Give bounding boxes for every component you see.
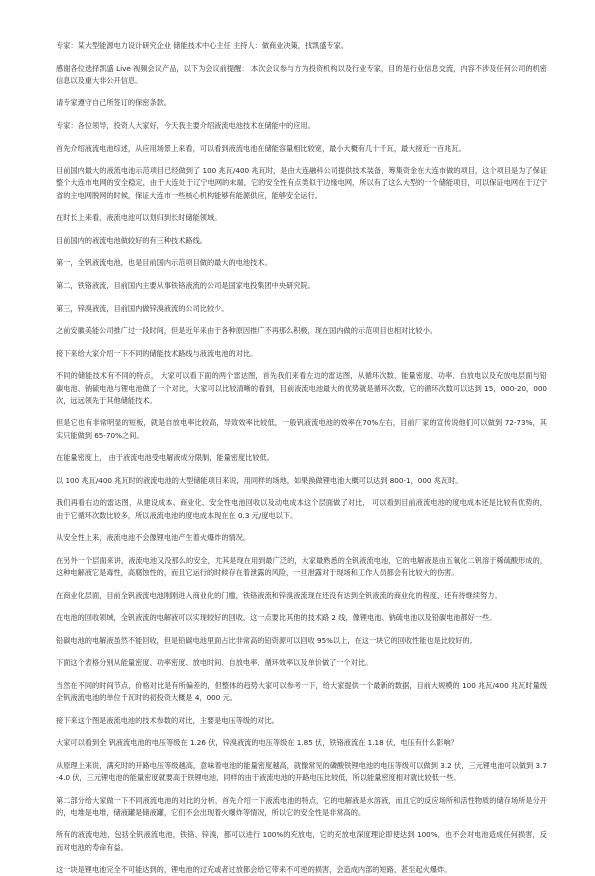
paragraph-9: 第一，全钒液流电池，也是目前国内示范项目做的最大的电池技术。: [56, 258, 272, 268]
paragraph-8: 目前国内的液流电池做较好的有三种技术路线。: [56, 235, 207, 245]
paragraph-3: 请专家遵守自己所签订的保密条款。: [56, 98, 172, 108]
paragraph-26: 接下来这个图是液流电池的技术参数的对比，主要是电压等级的对比。: [56, 715, 279, 725]
paragraph-18: 我们再看右边的雷达图，从建设成本、商业化、安全性电池回收以及动电成本这个层面做了对比， 可以看到目前液流电池的度电成本还是比较有优势的，由于它循环次数比较多，所以液流电池的度电成本现在在 0.3 元/度电以下。: [56, 498, 547, 520]
paragraph-23: 铅碳电池的电解液虽然不能回收，但是铅碳电池里面占比非常高的铅资源可以回收 95%以上，在这一块它的回收性能也是比较好的。: [56, 635, 477, 645]
paragraph-29: 第二部分给大家做一下不同液流电池的对比的分析，首先介绍一下液流电池的特点，它的电解液是水溶液，而且它的反应场所和活性物质的储存场所是分开的，电堆是电堆，储液罐是储液罐，它们不会出现着火爆炸等情况，所以它的安全性是非常高的。: [56, 795, 547, 817]
paragraph-19: 从安全性上来，液流电池不会像锂电池产生着火爆炸的情况。: [56, 533, 251, 543]
paragraph-1: 专家：某大型能源电力设计研究企业 储能技术中心主任 主持人：做商业决策，找凯盛专家。: [56, 41, 349, 50]
paragraph-15: 但是它也有非常明显的短板，就是自放电率比较高，导致效率比较低，一般钒液流电池的效率在70%左右，目前厂家的宣传说他们可以做到 72-73%，其实只能做到 65-70%之间。: [56, 418, 547, 440]
paragraph-6: 目前国内最大的液流电池示范项目已经做到了 100 兆瓦/400 兆瓦时，是由大连融科公司提供技术装备，筹集资金在大连市做的项目，这个项目是为了保证整个大连市电网的安全稳定，由于大连处于辽宁电网的末端，它的安全性有点类似于边缘电网，所以有了这么大型的一个储能项目，可以保证电网在于辽宁省的主电网脱网的时候，保证大连市一些核心机构能够有能源供应，能够安全运行。: [56, 166, 547, 200]
paragraph-21: 在商业化层面，目前全钒液流电池刚刚进入商业化的门槛，铁铬液流和锌溴液流现在还没有达到全钒液流的商业化的程度，还有待继续努力。: [56, 590, 502, 600]
paragraph-24: 下面这个表格分别从能量密度、功率密度、放电时间、自放电率、循环效率以及单价做了一个对比。: [56, 658, 373, 668]
paragraph-20: 在另外一个层面来讲，液流电池又没那么的安全，尤其是现在用到最广泛的，大家最熟悉的全钒液流电池，它的电解液是由五氧化二钒溶于稀硫酸形成的，这种电解液它是毒性，高腐蚀性的，而且它运行的时候存在着泄露的风险，一旦泄露对于现场和工作人员都会有比较大的伤害。: [56, 555, 547, 577]
paragraph-5: 首先介绍液流电池综述，从应用场景上来看，可以看到液流电池在储能容量相比较宽，最小大概有几十千瓦，最大接近一百兆瓦。: [56, 143, 466, 153]
paragraph-7: 在时长上来看，液流电池可以划归到长时储能领域。: [56, 213, 222, 223]
paragraph-30: 所有的液流电池，包括全钒液流电池，铁铬、锌溴，都可以进行 100%的充放电，它的充放电深度理论即使达到 100%，也不会对电池造成任何损害，反而对电池的寿命有益。: [56, 830, 547, 852]
paragraph-14: 不同的储能技术有不同的特点， 大家可以看下面的两个雷达图，首先我们来看左边的雷达图，从循环次数、能量密度、功率、自放电以及充放电层面与铅碳电池、钠硫电池与锂电池做了一个对比，大家可以比较清晰的看到，目前液流电池最大的优势就是循环次数，它的循环次数可以达到 15，000-20，000 次，远远领先于其他储能技术。: [56, 371, 547, 405]
paragraph-11: 第三，锌溴液流，目前国内做锌溴液流的公司比较少。: [56, 303, 229, 313]
paragraph-22: 在电池的回收领域，全钒液流的电解液可以实现较好的回收，这一点要比其他的技术路 2 线，像锂电池、钠硫电池以及铅碳电池都好一些。: [56, 613, 497, 623]
paragraph-13: 接下来给大家介绍一下不同的储能技术路线与液流电池的对比。: [56, 348, 258, 358]
paragraph-2: 感谢各位选择凯盛 Live 视频会议产品，以下为会议前提醒： 本次会议参与方为投资机构以及行业专家，目的是行业信息交流，内容不涉及任何公司的机密信息以及重大非公开信息。: [56, 63, 547, 85]
paragraph-25: 当然在不同的时间节点，价格对比是有所偏差的，但整体的趋势大家可以参考一下，给大家提供一个最新的数据，目前大规模的 100 兆瓦/400 兆瓦时量级全钒液流电池的单位千瓦时的初投资大概是 4，000 元。: [56, 680, 547, 703]
paragraph-4: 专家：各位领导，投资人大家好，今天我主要介绍液流电池技术在储能中的应用。: [56, 120, 315, 130]
paragraph-10: 第二，铁铬液流，目前国内主要从事铁铬液流的公司是国家电投集团中央研究院。: [56, 280, 315, 290]
paragraph-28: 从原理上来说，满充时的开路电压等级越高，意味着电池的能量密度越高，就像常见的磷酸铁锂电池的电压等级可以做到 3.2 伏，三元锂电池可以做到 3.7-4.0 伏，三元锂电池的能量密度就要高于铁锂电池，同样的由于液流电池的开路电压比较低，所以能量密度相对就比较低一些。: [56, 760, 547, 783]
paragraph-12: 之前安徽美能公司推广过一段时间，但是近年来由于各种原因推广不再那么积极，现在国内做的示范项目也相对比较小。: [56, 326, 437, 336]
paragraph-31: 这一块是锂电池完全不可能达到的，锂电池的过充或者过放都会给它带来不可逆的损害，会造成内部的短路，甚至起火爆炸。: [56, 865, 452, 875]
paragraph-17: 以 100 兆瓦/400 兆瓦时的液流电池的大型储能项目来说，用同样的场地，如果换做锂电池大概可以达到 800-1，000 兆瓦时。: [56, 475, 463, 485]
paragraph-27: 大家可以看到全 钒液流电池的电压等级在 1.26 伏，锌溴液流的电压等级在 1.85 伏，铁铬液流在 1.18 伏，电压有什么影响？: [56, 738, 458, 748]
paragraph-16: 在能量密度上， 由于液流电池受电解液成分限制，能量密度比较低。: [56, 453, 274, 463]
